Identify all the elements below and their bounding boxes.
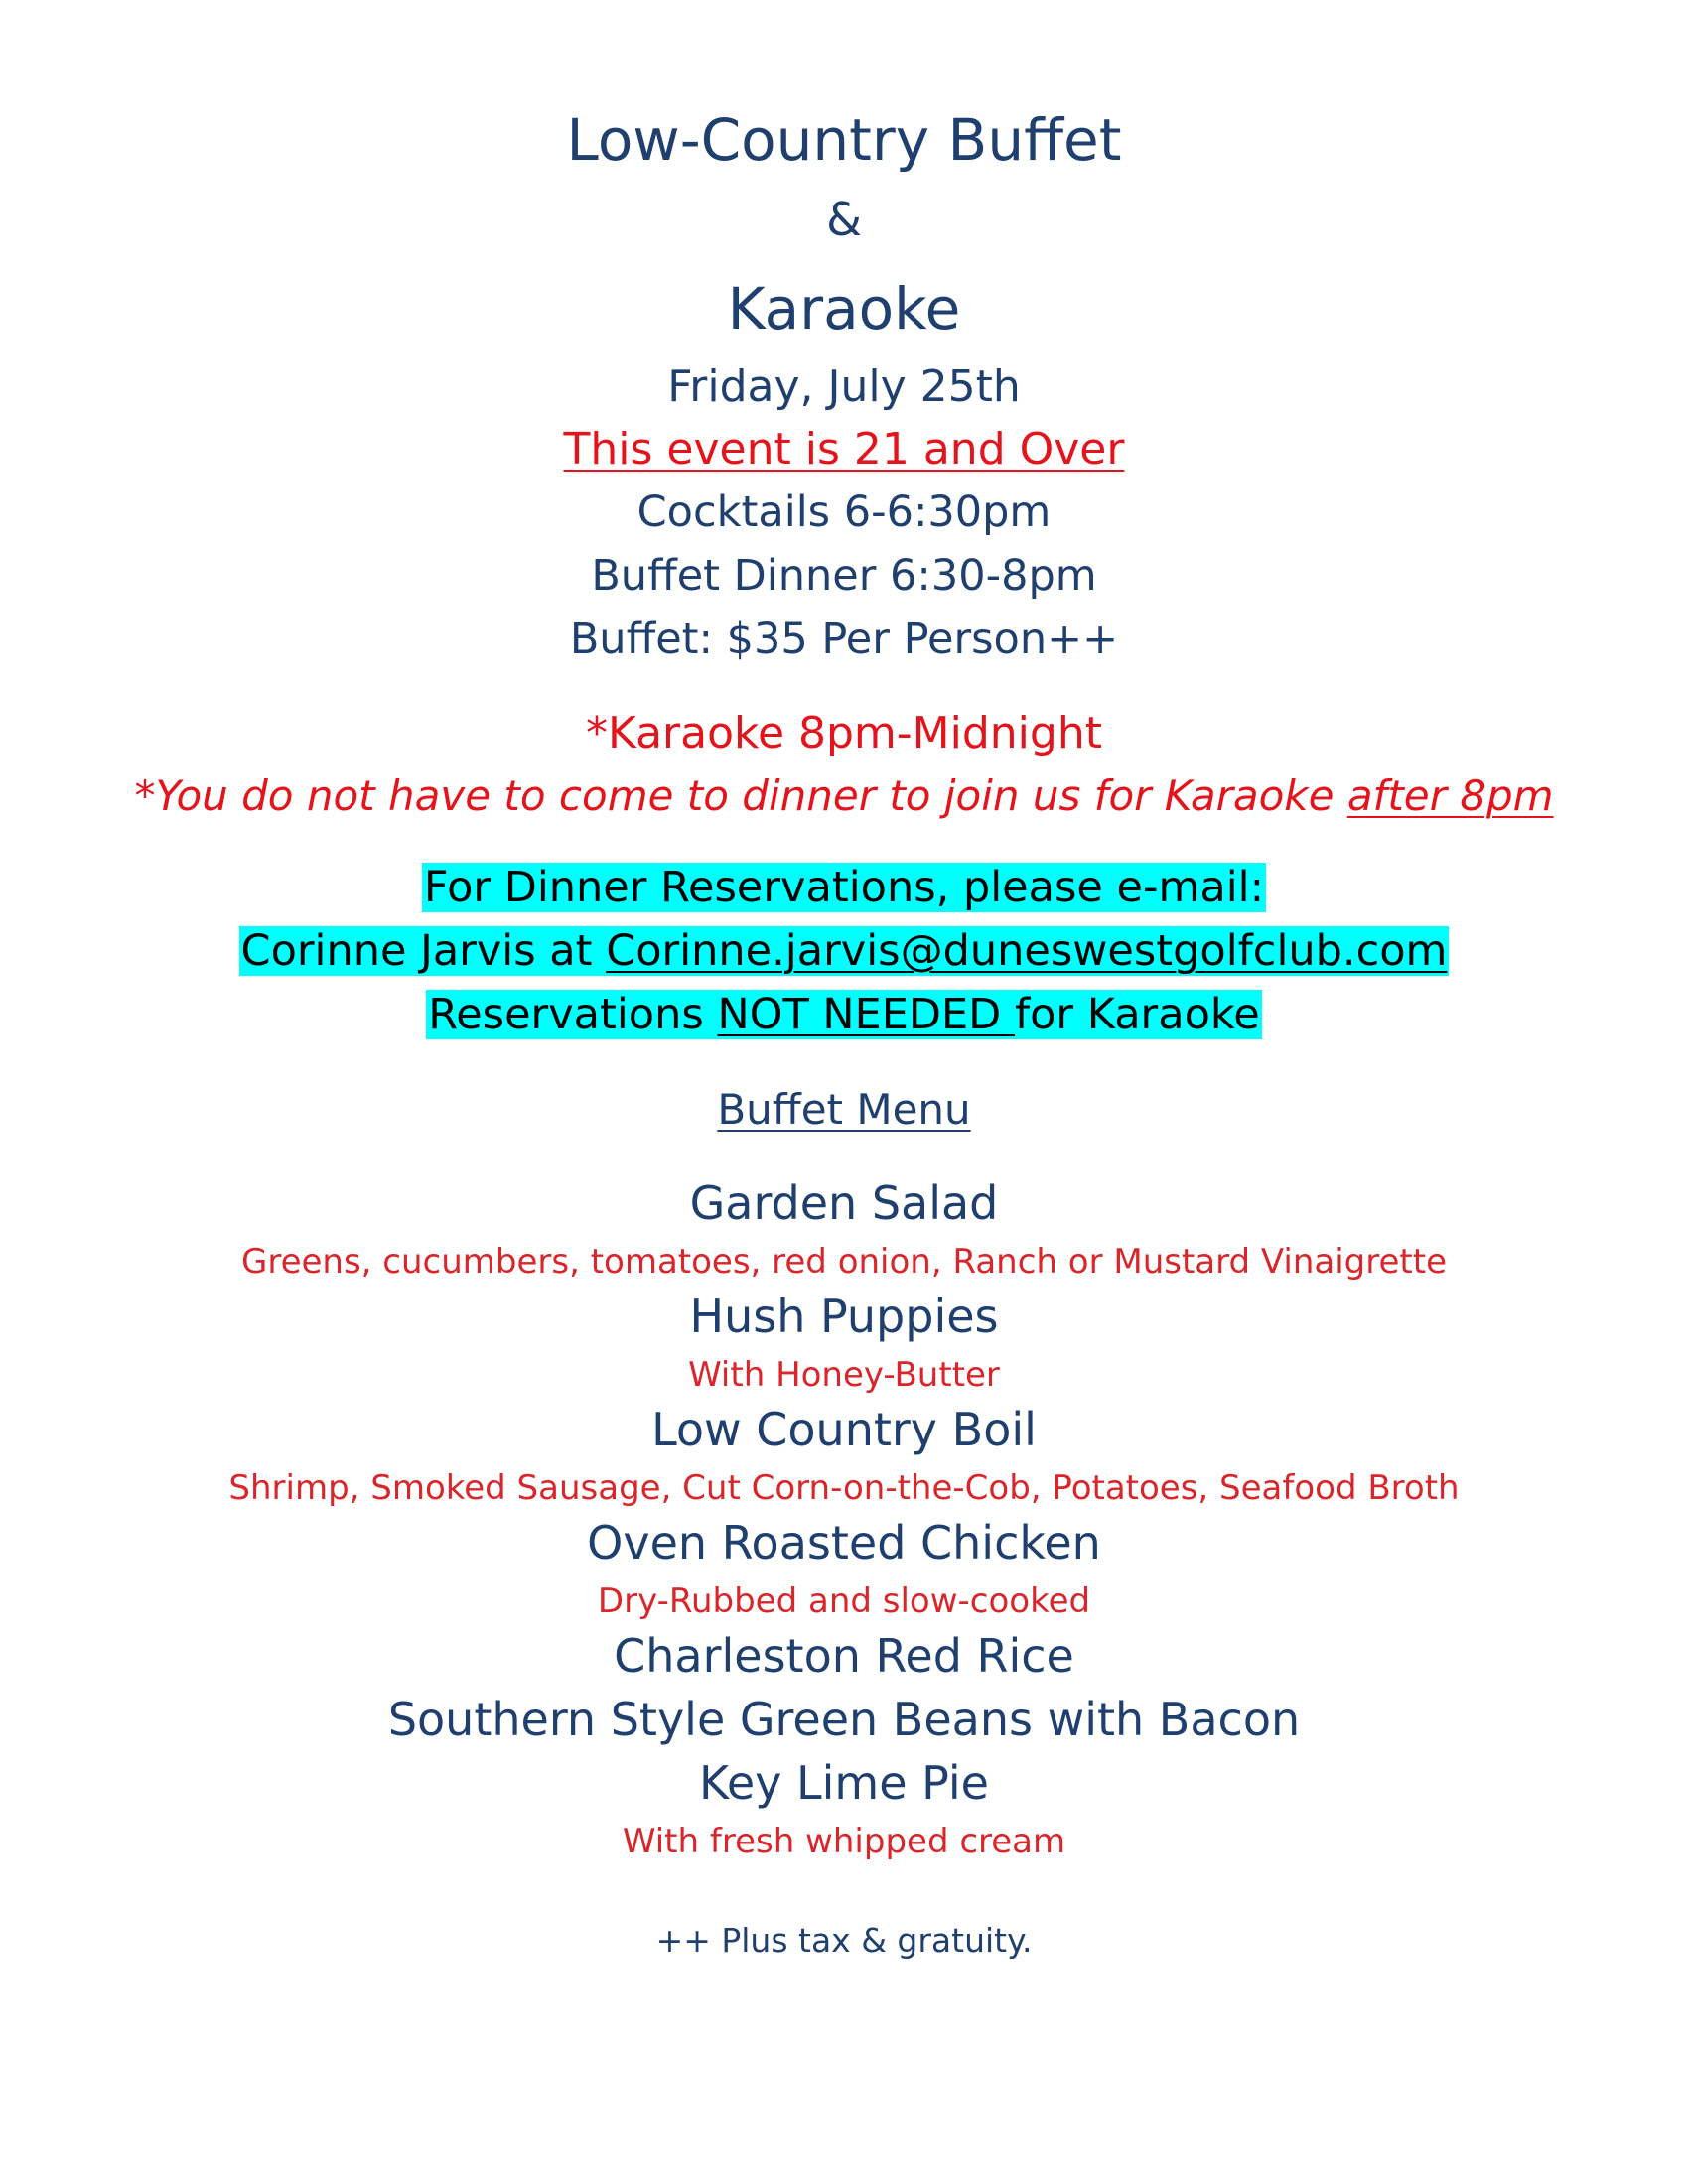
reservation-line-1-text: For Dinner Reservations, please e-mail: — [423, 863, 1265, 912]
menu-item-desc: Greens, cucumbers, tomatoes, red onion, Ranch or Mustard Vinaigrette — [240, 1242, 1447, 1282]
reservation-line-3-suffix: for Karaoke — [1014, 990, 1260, 1039]
event-date: Friday, July 25th — [667, 361, 1021, 412]
menu-item-desc: With Honey-Butter — [688, 1355, 1000, 1395]
title-ampersand: & — [826, 193, 862, 246]
karaoke-note-text: *You do not have to come to dinner to join us for Karaoke — [134, 771, 1347, 820]
reservation-contact-name: Corinne Jarvis at — [240, 926, 607, 976]
karaoke-note-emphasis: after 8pm — [1346, 771, 1554, 820]
dinner-time: Buffet Dinner 6:30-8pm — [591, 551, 1097, 601]
menu-item-name: Charleston Red Rice — [614, 1629, 1074, 1683]
menu-item-name: Low Country Boil — [651, 1403, 1037, 1456]
reservation-line-1 — [0, 864, 1688, 912]
reservation-line-3-prefix: Reservations — [428, 990, 718, 1039]
menu-item-desc: Dry-Rubbed and slow-cooked — [597, 1581, 1091, 1621]
menu-item-name: Southern Style Green Beans with Bacon — [387, 1693, 1301, 1746]
menu-item-name: Garden Salad — [689, 1176, 999, 1230]
reservation-line-3-emphasis: NOT NEEDED — [717, 990, 1015, 1039]
age-notice — [0, 425, 1688, 476]
menu-item-desc: Shrimp, Smoked Sausage, Cut Corn-on-the-Cob, Potatoes, Seafood Broth — [228, 1468, 1460, 1508]
karaoke-time: *Karaoke 8pm-Midnight — [586, 708, 1102, 758]
age-notice-text: This event is 21 and Over — [563, 424, 1125, 475]
title-line-1: Low-Country Buffet — [566, 106, 1122, 174]
reservation-line-3 — [0, 991, 1688, 1039]
buffet-price: Buffet: $35 Per Person++ — [569, 614, 1119, 664]
menu-heading — [0, 1086, 1688, 1134]
cocktails-time: Cocktails 6-6:30pm — [636, 487, 1052, 537]
reservation-contact — [0, 927, 1688, 976]
menu-item-desc: With fresh whipped cream — [622, 1822, 1066, 1861]
footer-note: ++ Plus tax & gratuity. — [655, 1921, 1033, 1960]
menu-item-name: Key Lime Pie — [699, 1756, 989, 1810]
menu-item-name: Oven Roasted Chicken — [587, 1516, 1101, 1570]
menu-heading-text: Buffet Menu — [717, 1085, 971, 1134]
karaoke-note — [0, 772, 1688, 820]
title-line-2: Karaoke — [727, 275, 961, 342]
menu-item-name: Hush Puppies — [689, 1290, 999, 1343]
reservation-email-link[interactable]: Corinne.jarvis@duneswestgolfclub.com — [606, 926, 1448, 976]
